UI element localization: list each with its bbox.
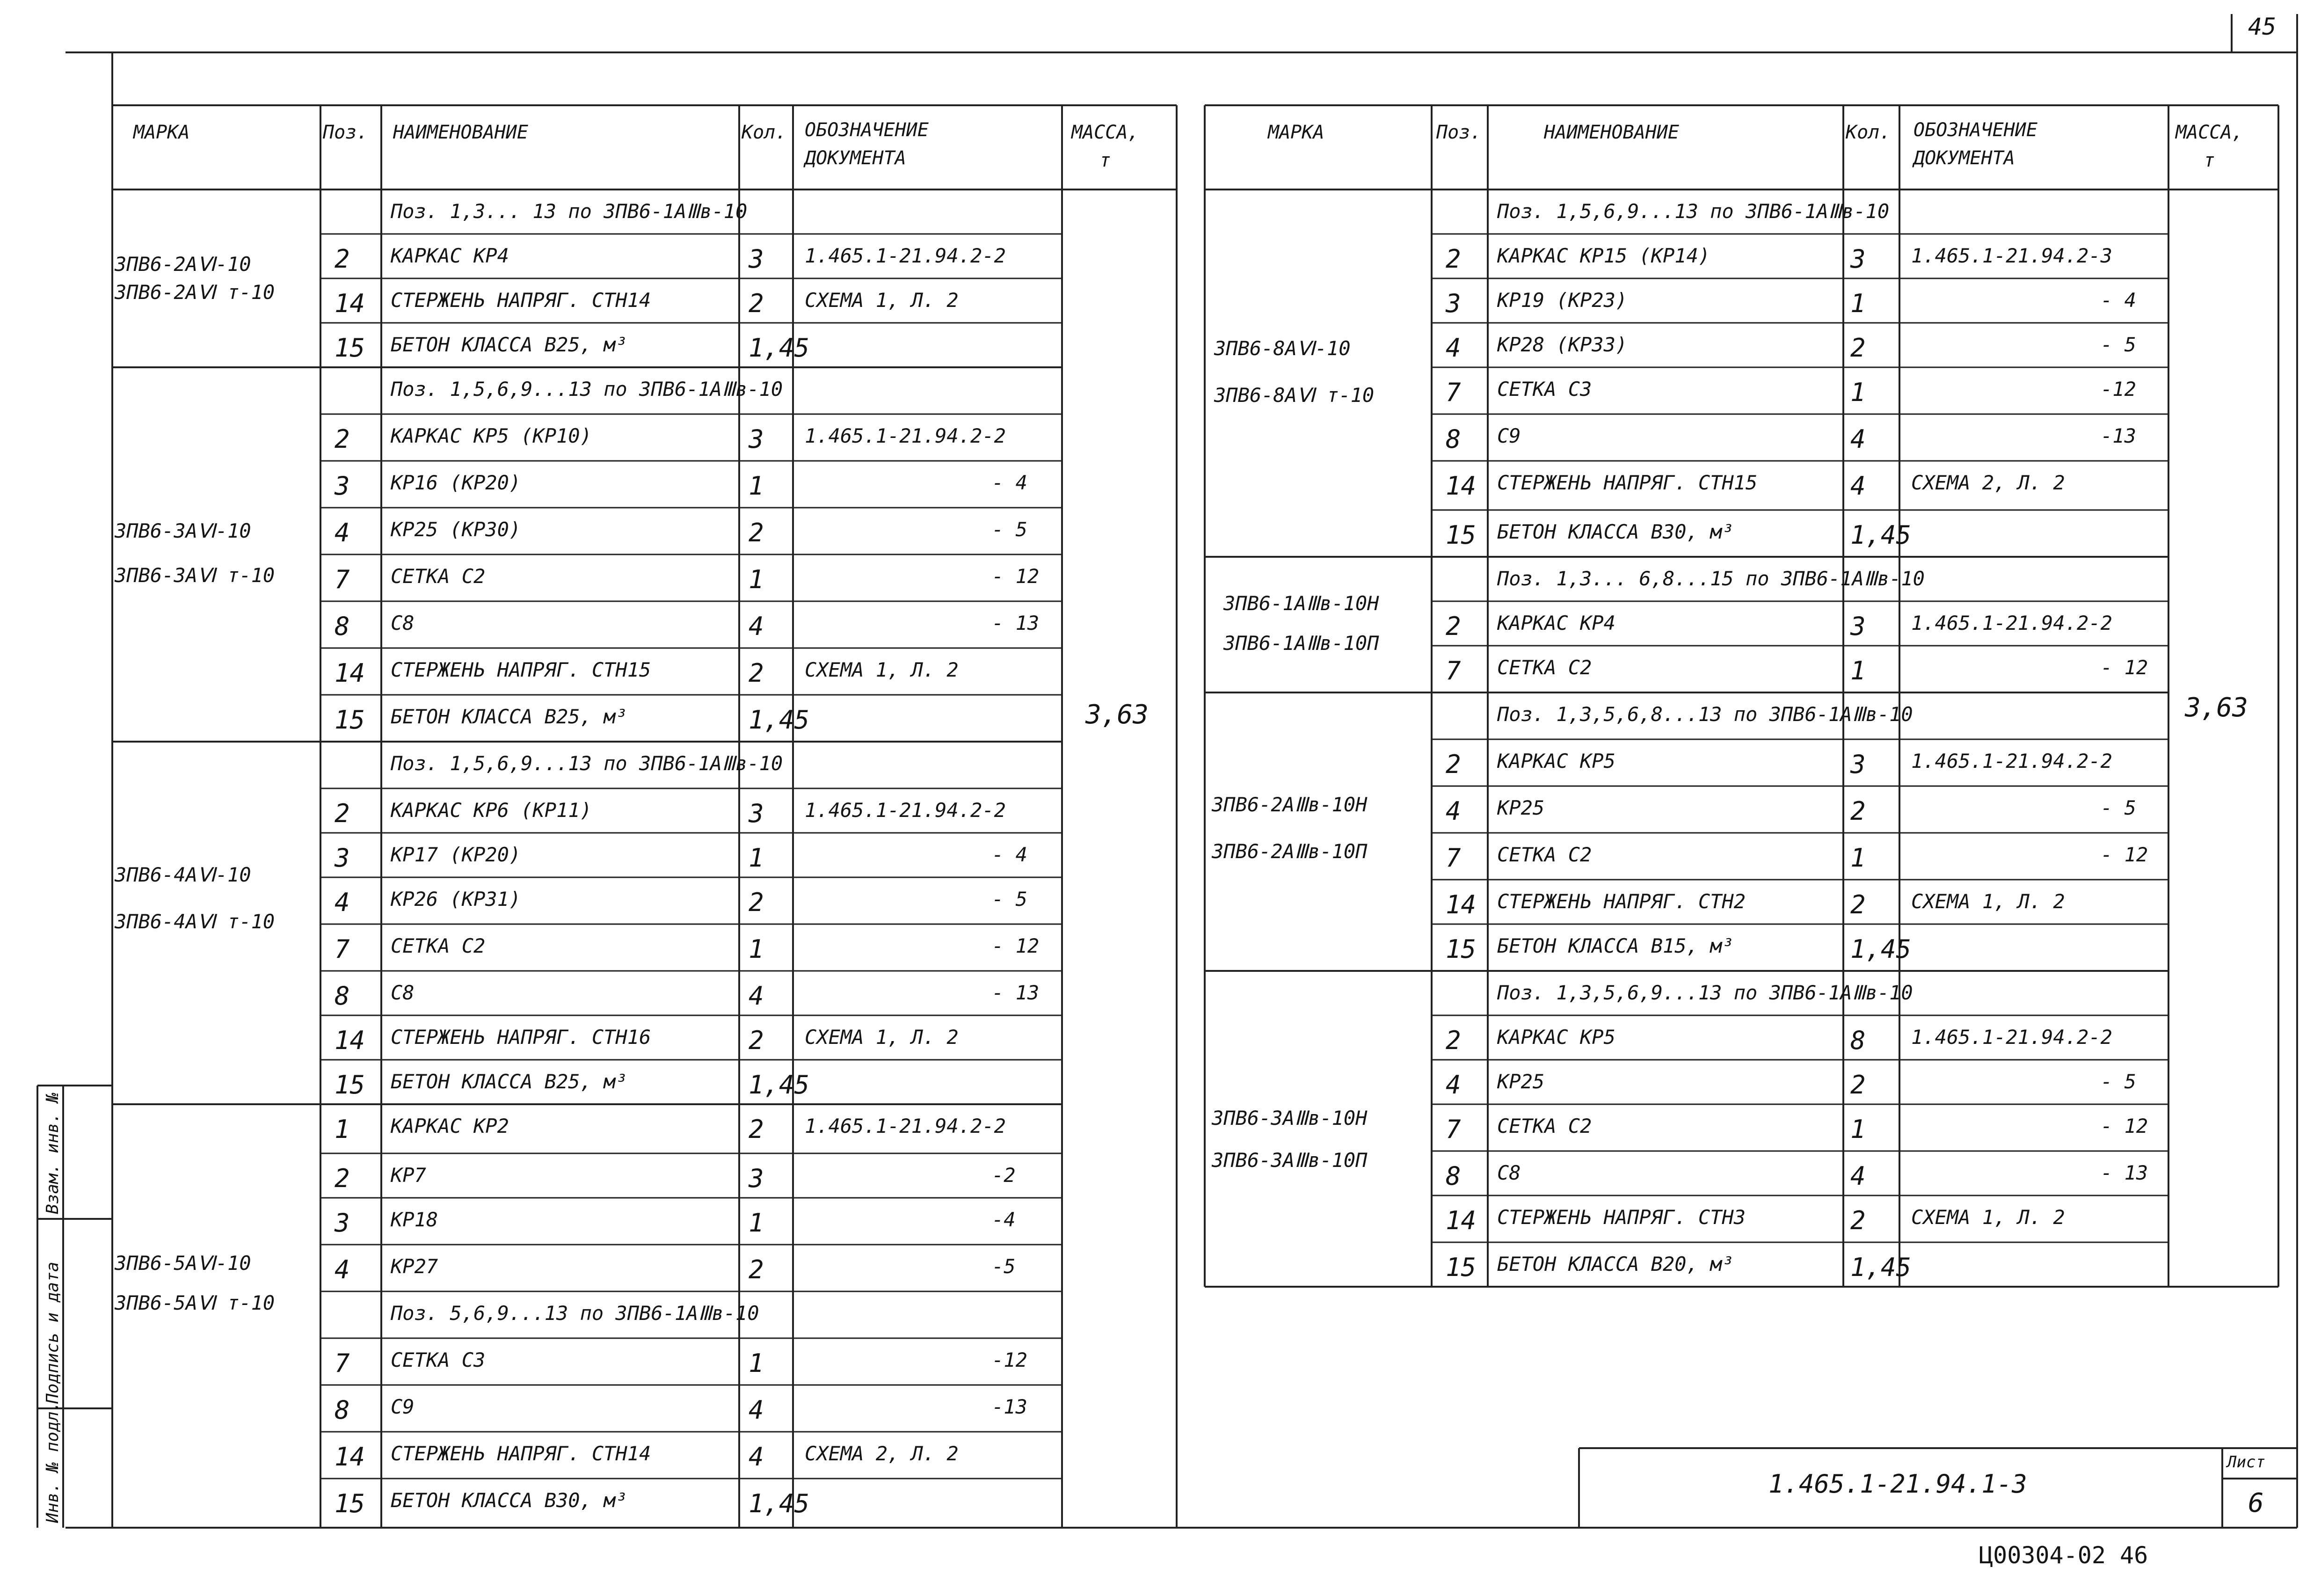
cell-kol: 3 [1850, 750, 1866, 779]
cell-naim: БЕТОН КЛАССА В30, м³ [391, 1489, 627, 1512]
cell-naim: КР28 (КР33) [1497, 333, 1628, 356]
cell-doc: - 13 [2101, 1161, 2148, 1184]
cell-naim: КР17 (КР20) [391, 843, 521, 866]
cell-doc: -12 [992, 1348, 1027, 1371]
cell-kol: 2 [1850, 890, 1866, 919]
cell-doc: -13 [2101, 424, 2136, 447]
cell-poz: 7 [335, 934, 350, 964]
cell-poz: 4 [335, 518, 350, 547]
cell-kol: 1 [1850, 1115, 1866, 1144]
cell-kol: 2 [749, 888, 764, 917]
cell-naim: С8 [1497, 1161, 1521, 1184]
cell-poz: 15 [335, 1489, 365, 1518]
cell-doc: - 5 [2101, 1070, 2136, 1093]
cell-poz: 4 [335, 888, 350, 917]
marka-label: 3ПВ6-3АⅥ-10 [115, 519, 251, 542]
cell-kol: 1 [1850, 289, 1866, 318]
cell-doc: - 13 [992, 981, 1040, 1004]
header-massa-2: т [2204, 150, 2215, 171]
cell-poz: 7 [335, 1348, 350, 1378]
list-number: 6 [2248, 1488, 2264, 1518]
cell-kol: 4 [749, 1395, 764, 1425]
header-naim: НАИМЕНОВАНИЕ [1544, 122, 1679, 143]
cell-poz: 8 [1446, 424, 1461, 454]
cell-kol: 1,45 [749, 1070, 810, 1100]
cell-kol: 1 [749, 843, 764, 873]
cell-kol: 3 [749, 1164, 764, 1193]
cell-poz: 15 [1446, 934, 1477, 964]
header-kol: Кол. [1846, 122, 1891, 143]
header-massa-1: МАССА, [1071, 122, 1139, 143]
header-marka: МАРКА [133, 122, 190, 143]
cell-naim: КР25 (КР30) [391, 518, 521, 541]
cell-doc: - 5 [992, 518, 1027, 541]
cell-kol: 1 [749, 1208, 764, 1238]
cell-naim: С9 [1497, 424, 1521, 447]
header-poz: Поз. [323, 122, 368, 143]
cell-poz: 7 [1446, 656, 1461, 685]
cell-naim: КР19 (КР23) [1497, 289, 1628, 312]
cell-doc: СХЕМА 1, Л. 2 [1911, 1206, 2065, 1229]
marka-label: 3ПВ6-4АⅥ т-10 [115, 910, 275, 933]
marka-label: 3ПВ6-5АⅥ т-10 [115, 1291, 275, 1314]
cell-naim: СТЕРЖЕНЬ НАПРЯГ. СТН15 [1497, 471, 1758, 494]
header-oboz-2: ДОКУМЕНТА [1914, 147, 2015, 169]
cell-naim: СТЕРЖЕНЬ НАПРЯГ. СТН2 [1497, 890, 1746, 913]
cell-kol: 1 [1850, 843, 1866, 873]
cell-doc: - 4 [2101, 289, 2136, 312]
header-kol: Кол. [742, 122, 787, 143]
stamp-inv-podl: Инв. № подл. [43, 1401, 62, 1523]
cell-naim: С8 [391, 612, 415, 634]
header-naim: НАИМЕНОВАНИЕ [393, 122, 528, 143]
cell-poz: 15 [335, 333, 365, 363]
cell-kol: 3 [749, 799, 764, 828]
cell-kol: 4 [749, 612, 764, 641]
cell-poz: 4 [335, 1255, 350, 1284]
cell-poz: 4 [1446, 333, 1461, 363]
cell-poz: 1 [335, 1115, 350, 1144]
cell-doc: 1.465.1-21.94.2-2 [805, 799, 1006, 822]
cell-naim: КР25 [1497, 1070, 1545, 1093]
cell-doc: -4 [992, 1208, 1016, 1231]
cell-naim: СТЕРЖЕНЬ НАПРЯГ. СТН3 [1497, 1206, 1746, 1229]
cell-naim: КАРКАС КР6 (КР11) [391, 799, 592, 822]
marka-label: 3ПВ6-8АⅥ-10 [1214, 337, 1351, 360]
cell-poz: 14 [1446, 890, 1477, 919]
cell-poz: 2 [335, 424, 350, 454]
marka-label: 3ПВ6-3АⅥ т-10 [115, 564, 275, 587]
cell-doc: - 12 [992, 934, 1040, 957]
massa-value: 3,63 [1085, 700, 1149, 730]
cell-poz: 14 [1446, 471, 1477, 501]
cell-naim: СЕТКА С2 [1497, 656, 1592, 679]
cell-poz: 2 [1446, 1026, 1461, 1055]
cell-kol: 1 [1850, 656, 1866, 685]
cell-doc: -12 [2101, 378, 2136, 401]
marka-label: 3ПВ6-2АⅥ т-10 [115, 281, 275, 304]
cell-doc: - 5 [2101, 333, 2136, 356]
marka-label: 3ПВ6-1АⅢв-10П [1223, 632, 1379, 655]
cell-poz: 14 [1446, 1206, 1477, 1235]
cell-poz: 7 [1446, 843, 1461, 873]
cell-kol: 2 [1850, 1070, 1866, 1100]
cell-poz: 2 [1446, 612, 1461, 641]
cell-poz: 14 [335, 1026, 365, 1055]
cell-poz: 8 [335, 981, 350, 1011]
cell-poz: 7 [1446, 378, 1461, 407]
cell-naim: СЕТКА С2 [1497, 1115, 1592, 1137]
cell-naim: Поз. 1,3,5,6,9...13 по 3ПВ6-1АⅢв-10 [1497, 981, 1913, 1004]
cell-doc: СХЕМА 1, Л. 2 [805, 658, 959, 681]
cell-kol: 2 [1850, 333, 1866, 363]
cell-poz: 3 [335, 471, 350, 501]
cell-naim: БЕТОН КЛАССА В25, м³ [391, 1070, 627, 1093]
cell-poz: 15 [335, 1070, 365, 1100]
header-massa-2: т [1099, 150, 1111, 171]
header-oboz-1: ОБОЗНАЧЕНИЕ [805, 119, 929, 141]
marka-label: 3ПВ6-1АⅢв-10Н [1223, 592, 1379, 615]
marka-label: 3ПВ6-4АⅥ-10 [115, 863, 251, 886]
cell-naim: КАРКАС КР5 [1497, 1026, 1615, 1049]
cell-kol: 1 [749, 471, 764, 501]
cell-poz: 8 [1446, 1161, 1461, 1191]
cell-kol: 1,45 [749, 333, 810, 363]
cell-naim: СЕТКА С2 [1497, 843, 1592, 866]
cell-kol: 3 [749, 244, 764, 274]
cell-naim: БЕТОН КЛАССА В25, м³ [391, 333, 627, 356]
stamp-podpis-data: Подпись и дата [43, 1261, 62, 1404]
cell-kol: 1,45 [749, 1489, 810, 1518]
archive-number: Ц00304-02 46 [1979, 1542, 2148, 1569]
cell-poz: 15 [335, 705, 365, 735]
cell-kol: 2 [1850, 1206, 1866, 1235]
cell-doc: 1.465.1-21.94.2-2 [805, 244, 1006, 267]
marka-label: 3ПВ6-3АⅢв-10П [1212, 1149, 1368, 1172]
cell-doc: 1.465.1-21.94.2-2 [805, 424, 1006, 447]
cell-kol: 2 [749, 518, 764, 547]
cell-doc: - 12 [992, 565, 1040, 588]
cell-kol: 1,45 [1850, 1253, 1912, 1282]
header-marka: МАРКА [1268, 122, 1324, 143]
cell-naim: СЕТКА С2 [391, 565, 486, 588]
cell-naim: БЕТОН КЛАССА В20, м³ [1497, 1253, 1734, 1275]
cell-kol: 1 [1850, 378, 1866, 407]
cell-naim: СЕТКА С2 [391, 934, 486, 957]
cell-doc: -5 [992, 1255, 1016, 1278]
cell-naim: КАРКАС КР4 [1497, 612, 1615, 634]
cell-kol: 4 [1850, 471, 1866, 501]
cell-poz: 2 [1446, 750, 1461, 779]
cell-poz: 3 [1446, 289, 1461, 318]
cell-doc: - 5 [2101, 796, 2136, 819]
cell-naim: БЕТОН КЛАССА В15, м³ [1497, 934, 1734, 957]
header-oboz-1: ОБОЗНАЧЕНИЕ [1914, 119, 2037, 141]
cell-naim: Поз. 1,3... 13 по 3ПВ6-1АⅢв-10 [391, 200, 748, 223]
cell-poz: 4 [1446, 796, 1461, 826]
cell-naim: СЕТКА С3 [391, 1348, 486, 1371]
cell-doc: -13 [992, 1395, 1027, 1418]
cell-poz: 2 [335, 1164, 350, 1193]
document-code: 1.465.1-21.94.1-3 [1768, 1469, 2027, 1499]
cell-naim: КАРКАС КР5 [1497, 750, 1615, 772]
cell-doc: - 12 [2101, 843, 2148, 866]
cell-kol: 2 [749, 1115, 764, 1144]
cell-kol: 1 [749, 565, 764, 594]
cell-kol: 4 [749, 1442, 764, 1472]
cell-naim: КР18 [391, 1208, 438, 1231]
cell-doc: СХЕМА 1, Л. 2 [805, 1026, 959, 1049]
cell-naim: Поз. 1,5,6,9...13 по 3ПВ6-1АⅢв-10 [391, 378, 783, 401]
cell-naim: С8 [391, 981, 415, 1004]
cell-doc: - 4 [992, 843, 1027, 866]
sheet-corner-number: 45 [2248, 13, 2277, 40]
cell-poz: 15 [1446, 1253, 1477, 1282]
cell-naim: Поз. 1,3... 6,8...15 по 3ПВ6-1АⅢв-10 [1497, 567, 1925, 590]
cell-doc: СХЕМА 1, Л. 2 [1911, 890, 2065, 913]
cell-doc: - 5 [992, 888, 1027, 911]
header-poz: Поз. [1436, 122, 1482, 143]
cell-kol: 3 [1850, 612, 1866, 641]
cell-poz: 7 [1446, 1115, 1461, 1144]
cell-poz: 14 [335, 1442, 365, 1472]
cell-kol: 3 [1850, 244, 1866, 274]
cell-poz: 3 [335, 843, 350, 873]
cell-doc: - 12 [2101, 656, 2148, 679]
cell-poz: 2 [335, 244, 350, 274]
cell-doc: 1.465.1-21.94.2-3 [1911, 244, 2112, 267]
cell-poz: 7 [335, 565, 350, 594]
cell-doc: СХЕМА 2, Л. 2 [1911, 471, 2065, 494]
cell-naim: КР16 (КР20) [391, 471, 521, 494]
cell-kol: 1 [749, 1348, 764, 1378]
cell-doc: - 4 [992, 471, 1027, 494]
cell-naim: Поз. 1,5,6,9...13 по 3ПВ6-1АⅢв-10 [1497, 200, 1890, 223]
cell-kol: 2 [1850, 796, 1866, 826]
cell-poz: 14 [335, 289, 365, 318]
marka-label: 3ПВ6-2АⅢв-10П [1212, 840, 1368, 863]
cell-kol: 4 [1850, 424, 1866, 454]
cell-kol: 1,45 [749, 705, 810, 735]
cell-doc: - 13 [992, 612, 1040, 634]
cell-naim: СЕТКА С3 [1497, 378, 1592, 401]
cell-kol: 2 [749, 658, 764, 688]
marka-label: 3ПВ6-2АⅢв-10Н [1212, 793, 1368, 816]
cell-doc: -2 [992, 1164, 1016, 1187]
cell-naim: БЕТОН КЛАССА В25, м³ [391, 705, 627, 728]
stamp-vzam-inv: Взам. инв. № [43, 1092, 62, 1214]
cell-naim: КАРКАС КР4 [391, 244, 509, 267]
cell-poz: 8 [335, 612, 350, 641]
marka-label: 3ПВ6-3АⅢв-10Н [1212, 1107, 1368, 1130]
cell-poz: 14 [335, 658, 365, 688]
cell-poz: 15 [1446, 520, 1477, 550]
cell-doc: 1.465.1-21.94.2-2 [805, 1115, 1006, 1137]
cell-doc: СХЕМА 1, Л. 2 [805, 289, 959, 312]
cell-naim: КАРКАС КР5 (КР10) [391, 424, 592, 447]
cell-doc: - 12 [2101, 1115, 2148, 1137]
cell-kol: 3 [749, 424, 764, 454]
cell-doc: 1.465.1-21.94.2-2 [1911, 612, 2112, 634]
cell-kol: 1 [749, 934, 764, 964]
marka-label: 3ПВ6-2АⅥ-10 [115, 253, 251, 276]
cell-naim: С9 [391, 1395, 415, 1418]
cell-poz: 3 [335, 1208, 350, 1238]
cell-naim: СТЕРЖЕНЬ НАПРЯГ. СТН15 [391, 658, 651, 681]
cell-naim: КР7 [391, 1164, 426, 1187]
cell-naim: БЕТОН КЛАССА В30, м³ [1497, 520, 1734, 543]
cell-kol: 2 [749, 289, 764, 318]
cell-kol: 8 [1850, 1026, 1866, 1055]
cell-kol: 2 [749, 1026, 764, 1055]
cell-poz: 2 [335, 799, 350, 828]
list-label: Лист [2227, 1453, 2265, 1472]
cell-doc: 1.465.1-21.94.2-2 [1911, 1026, 2112, 1049]
marka-label: 3ПВ6-5АⅥ-10 [115, 1252, 251, 1275]
cell-kol: 4 [749, 981, 764, 1011]
cell-poz: 4 [1446, 1070, 1461, 1100]
cell-naim: КР25 [1497, 796, 1545, 819]
cell-naim: СТЕРЖЕНЬ НАПРЯГ. СТН14 [391, 289, 651, 312]
cell-naim: СТЕРЖЕНЬ НАПРЯГ. СТН14 [391, 1442, 651, 1465]
cell-kol: 2 [749, 1255, 764, 1284]
massa-value: 3,63 [2185, 692, 2248, 723]
cell-naim: КАРКАС КР2 [391, 1115, 509, 1137]
cell-doc: СХЕМА 2, Л. 2 [805, 1442, 959, 1465]
cell-doc: 1.465.1-21.94.2-2 [1911, 750, 2112, 772]
cell-naim: КР27 [391, 1255, 438, 1278]
cell-kol: 4 [1850, 1161, 1866, 1191]
cell-kol: 1,45 [1850, 934, 1912, 964]
cell-kol: 1,45 [1850, 520, 1912, 550]
cell-naim: СТЕРЖЕНЬ НАПРЯГ. СТН16 [391, 1026, 651, 1049]
cell-poz: 8 [335, 1395, 350, 1425]
cell-poz: 2 [1446, 244, 1461, 274]
header-oboz-2: ДОКУМЕНТА [805, 147, 906, 169]
cell-naim: КАРКАС КР15 (КР14) [1497, 244, 1710, 267]
header-massa-1: МАССА, [2175, 122, 2243, 143]
cell-naim: Поз. 5,6,9...13 по 3ПВ6-1АⅢв-10 [391, 1302, 759, 1325]
cell-naim: Поз. 1,3,5,6,8...13 по 3ПВ6-1АⅢв-10 [1497, 703, 1913, 726]
cell-naim: Поз. 1,5,6,9...13 по 3ПВ6-1АⅢв-10 [391, 752, 783, 775]
marka-label: 3ПВ6-8АⅥ т-10 [1214, 384, 1375, 407]
cell-naim: КР26 (КР31) [391, 888, 521, 911]
